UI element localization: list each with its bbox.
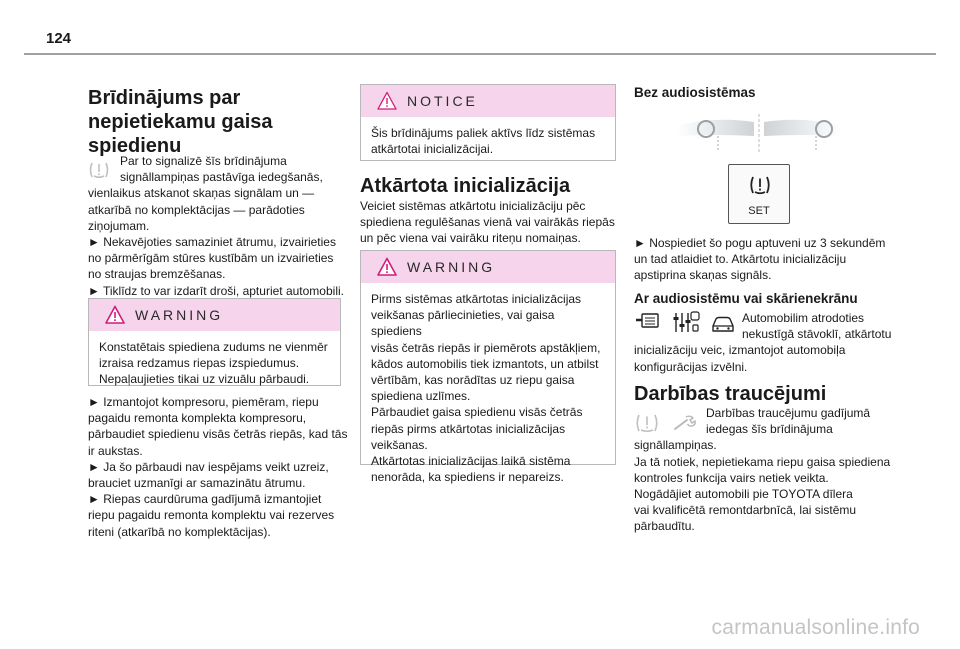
bullet-line: ► Tiklīdz to var izdarīt droši, apturiet automobili. [88,283,344,298]
warning-box-reinit [360,250,616,485]
fault-line: Darbības traucējumu gadījumā [706,406,871,420]
bullet-line: ► Nospiediet šo pogu aptuveni uz 3 sekundēm [634,236,886,250]
subheading-with-audio: Ar audiosistēmu vai skārienekrānu [634,291,858,306]
warning-line: nenorāda, ka spiediens ir nepareizs. [371,470,564,485]
dashboard-illustration [674,110,844,156]
intro-paragraph [88,153,348,299]
notice-triangle-icon [377,91,397,111]
malfunction-paragraph [634,405,896,535]
para-line: spiediena regulēšanas vienā vai vairākās riepās [360,215,615,230]
top-divider [24,53,936,55]
reinit-paragraph [360,198,622,247]
warning-line: Nepaļaujieties tikai uz vizuālu pārbaudi. [99,372,310,387]
warning-line: Atkārtotas inicializācijas laikā sistēma [371,454,571,469]
heading-malfunctions: Darbības traucējumi [634,383,827,405]
bullet-line: pārbaudiet spiedienu visās četrās riepās, kad tās [88,427,348,442]
fault-line: pārbaudītu. [634,519,695,534]
compressor-bullets [88,394,350,540]
bullet-line: riteni (atkarībā no komplektācijas). [88,524,271,539]
bullet-line: no pārmērīgām stūres kustībām un izvairieties [88,251,334,266]
para-line: un pēc viena vai vairāku riteņu nomaiņas. [360,231,581,246]
warning-box-header [361,251,615,283]
fault-line: signāllampiņas. [634,438,717,453]
audio-line: inicializāciju veic, izmantojot automobiļa [634,343,846,358]
set-button[interactable] [728,164,790,224]
fault-line: Ja tā notiek, nepietiekama riepu gaisa spiediena [634,454,891,469]
bullet-line: apstiprina skaņas signāls. [634,268,772,283]
bullet-line: brauciet uzmanīgi ar samazinātu ātrumu. [88,476,306,491]
warning-triangle-icon [105,305,125,325]
warning-line: visās četrās riepās ir piemērots apstākļiem, [371,340,601,355]
warning-line: veikšanas. [371,437,428,452]
warning-line: izraisa redzamus riepas izspiedumus. [99,356,300,371]
heading-line: nepietiekamu gaisa [88,111,273,133]
warning-line: kādos automobilis tiek izmantots, un atbilst [371,356,599,371]
notice-box [360,84,616,161]
audio-instructions [634,310,896,375]
intro-line: Par to signalizē šīs brīdinājuma [120,154,287,168]
warning-line: veikšanas pārliecinieties, vai gaisa spiediens [371,308,555,339]
fault-line: kontroles funkcija vairs netiek veikta. [634,470,829,485]
warning-box-text [89,331,340,388]
intro-line: ziņojumam. [88,218,150,233]
fault-line: Nogādājiet automobili pie TOYOTA dīlera [634,487,853,502]
bullet-line: ► Ja šo pārbaudi nav iespējams veikt uzreiz, [88,459,329,474]
bullet-line: pagaidu remonta komplekta kompresoru, [88,411,307,426]
intro-line: vienlaikus atskanot skaņas signālam un — [88,186,315,201]
heading-line: spiedienu [88,135,182,157]
fault-line: vai kvalificētā remontdarbnīcā, lai sistēmu [634,503,857,518]
warning-triangle-icon [377,257,397,277]
bullet-line: ► Riepas caurdūruma gadījumā izmantojiet [88,492,322,507]
heading-low-pressure [88,86,273,158]
notice-line: atkārtotai inicializācijai. [371,142,494,157]
warning-line: vērtībām, kas norādītas uz riepu gaisa [371,373,575,388]
warning-line: Pirms sistēmas atkārtotas inicializācijas [371,292,582,306]
bullet-line: un tad atlaidiet to. Atkārtotu inicializāciju [634,252,847,267]
bullet-line: no straujas bremzēšanas. [88,267,226,282]
intro-line: signāllampiņas pastāvīga iedegšanās, [120,170,323,185]
fault-line: iedegas šīs brīdinājuma [706,422,833,437]
heading-line: Brīdinājums par [88,87,241,109]
intro-line: atkarībā no komplektācijas — parādoties [88,202,305,217]
warning-box-text [361,283,615,485]
audio-line: nekustīgā stāvoklī, atkārtotu [742,327,892,342]
warning-box-visual-check [88,298,341,386]
bullet-line: ► Izmantojot kompresoru, piemēram, riepu [88,395,319,409]
notice-box-header [361,85,615,117]
warning-line: Pārbaudiet gaisa spiedienu visās četrās [371,405,583,420]
tyre-pressure-icon [748,174,772,196]
bullet-line: ir aukstas. [88,443,143,458]
notice-box-text [361,117,615,157]
warning-line: spiediena uzlīmes. [371,389,471,404]
para-line: Veiciet sistēmas atkārtotu inicializāciju pēc [360,199,586,213]
set-button-label: SET [748,205,770,217]
heading-reinitialisation: Atkārtota inicializācija [360,175,571,197]
warning-line: riepās pirms atkārtotas inicializācijas [371,421,566,436]
bullet-line: ► Nekavējoties samaziniet ātrumu, izvairieties [88,235,336,250]
audio-line: konfigurācijas izvēlni. [634,359,748,374]
site-watermark: carmanualsonline.info [711,616,920,639]
audio-line: Automobilim atrodoties [742,311,865,325]
warning-line: Konstatētais spiediena zudums ne vienmēr [99,340,328,354]
warning-box-title: WARNING [135,307,224,323]
page-number: 124 [46,30,72,47]
bullet-line: riepu pagaidu remonta komplektu vai rezerves [88,508,335,523]
subheading-no-audio: Bez audiosistēmas [634,85,756,100]
notice-box-title: NOTICE [407,93,478,109]
warning-box-title: WARNING [407,259,496,275]
set-instructions [634,235,896,284]
warning-box-header [89,299,340,331]
notice-line: Šis brīdinājums paliek aktīvs līdz sistēmas [371,126,596,140]
